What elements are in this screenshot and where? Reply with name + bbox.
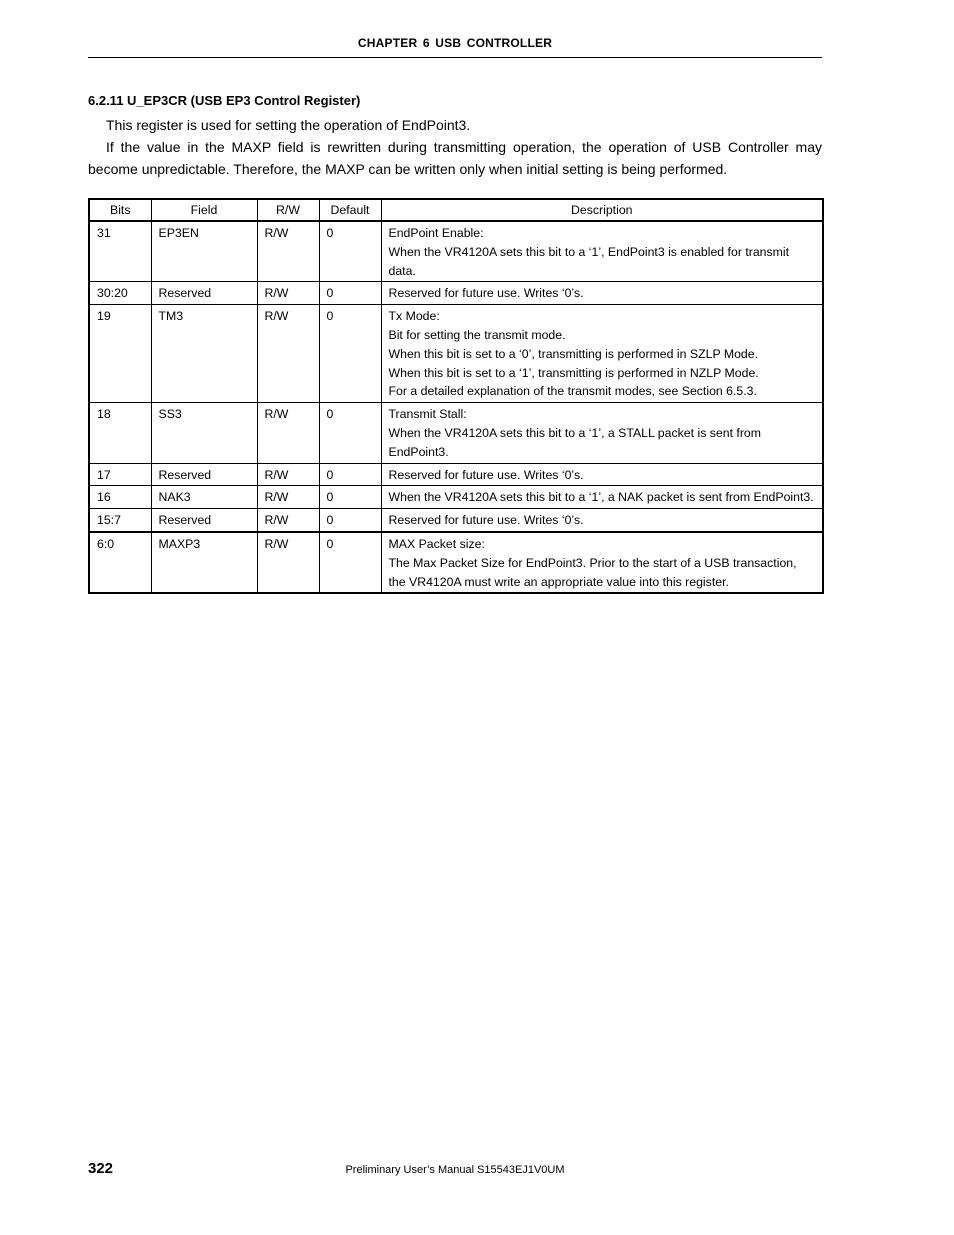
cell-bits: 15:7 <box>89 509 151 532</box>
page-number: 322 <box>88 1160 114 1177</box>
header-description: Description <box>381 199 823 221</box>
chapter-header: CHAPTER 6 USB CONTROLLER <box>357 36 553 50</box>
cell-description <box>381 221 823 282</box>
table-header-row <box>89 199 823 221</box>
cell-default: 0 <box>319 282 381 305</box>
cell-bits: 6:0 <box>89 532 151 593</box>
cell-default: 0 <box>319 221 381 282</box>
cell-description <box>381 282 823 305</box>
cell-default: 0 <box>319 403 381 463</box>
table-row <box>89 463 823 486</box>
description-line: When the VR4120A sets this bit to a ‘1’, a STALL packet is sent from EndPoint3. <box>388 425 762 459</box>
header-field: Field <box>151 199 257 221</box>
cell-description <box>381 486 823 509</box>
cell-rw: R/W <box>257 509 319 532</box>
table-row <box>89 532 823 593</box>
cell-field: Reserved <box>151 282 257 305</box>
description-line: Reserved for future use. Writes ‘0’s. <box>388 513 584 528</box>
table-row <box>89 282 823 305</box>
cell-bits: 16 <box>89 486 151 509</box>
cell-field: TM3 <box>151 305 257 403</box>
table-row <box>89 403 823 463</box>
cell-bits: 19 <box>89 305 151 403</box>
description-line: For a detailed explanation of the transmit modes, see Section 6.5.3. <box>388 384 757 399</box>
description-line: When this bit is set to a ‘0’, transmitting is performed in SZLP Mode. <box>388 346 759 361</box>
description-line: Tx Mode: <box>388 309 440 324</box>
table-row <box>89 486 823 509</box>
description-line: Bit for setting the transmit mode. <box>388 327 566 342</box>
description-line: When this bit is set to a ‘1’, transmitting is performed in NZLP Mode. <box>388 365 759 380</box>
header-default: Default <box>319 199 381 221</box>
cell-default: 0 <box>319 463 381 486</box>
description-line: When the VR4120A sets this bit to a ‘1’, a NAK packet is sent from EndPoint3. <box>388 490 814 505</box>
header-bits: Bits <box>89 199 151 221</box>
cell-field: Reserved <box>151 509 257 532</box>
cell-rw: R/W <box>257 486 319 509</box>
cell-description <box>381 463 823 486</box>
cell-description <box>381 532 823 593</box>
cell-rw: R/W <box>257 463 319 486</box>
section-heading: 6.2.11 U_EP3CR (USB EP3 Control Register) <box>88 93 361 108</box>
header-divider <box>88 57 822 58</box>
intro-paragraph: If the value in the MAXP field is rewritten during transmitting operation, the operation of USB Controller may become unpredictable. Therefore, the MAXP can be written only when initial setting is being performed. <box>88 139 822 177</box>
description-line: Reserved for future use. Writes ‘0’s. <box>388 467 584 482</box>
cell-rw: R/W <box>257 221 319 282</box>
cell-bits: 31 <box>89 221 151 282</box>
cell-description <box>381 403 823 463</box>
cell-field: Reserved <box>151 463 257 486</box>
cell-field: NAK3 <box>151 486 257 509</box>
description-line: MAX Packet size: <box>388 536 485 551</box>
description-line: Transmit Stall: <box>388 407 467 422</box>
header-rw: R/W <box>257 199 319 221</box>
description-line: EndPoint Enable: <box>388 226 484 240</box>
cell-rw: R/W <box>257 282 319 305</box>
cell-default: 0 <box>319 486 381 509</box>
description-line: The Max Packet Size for EndPoint3. Prior to the start of a USB transaction, the VR4120A must write an appropriate value into this register. <box>388 555 797 589</box>
description-line: Reserved for future use. Writes ‘0’s. <box>388 286 584 301</box>
cell-description <box>381 305 823 403</box>
intro-text <box>88 114 822 180</box>
cell-default: 0 <box>319 305 381 403</box>
cell-rw: R/W <box>257 403 319 463</box>
cell-field: EP3EN <box>151 221 257 282</box>
cell-default: 0 <box>319 509 381 532</box>
register-table <box>88 198 824 594</box>
table-row <box>89 305 823 403</box>
table-row <box>89 509 823 532</box>
cell-default: 0 <box>319 532 381 593</box>
manual-title: Preliminary User’s Manual S15543EJ1V0UM <box>345 1164 565 1176</box>
intro-paragraph: This register is used for setting the operation of EndPoint3. <box>106 117 471 133</box>
cell-description <box>381 509 823 532</box>
cell-bits: 30:20 <box>89 282 151 305</box>
table-row <box>89 221 823 282</box>
cell-field: SS3 <box>151 403 257 463</box>
description-line: When the VR4120A sets this bit to a ‘1’, EndPoint3 is enabled for transmit data. <box>388 244 790 278</box>
cell-field: MAXP3 <box>151 532 257 593</box>
cell-bits: 17 <box>89 463 151 486</box>
cell-bits: 18 <box>89 403 151 463</box>
cell-rw: R/W <box>257 532 319 593</box>
cell-rw: R/W <box>257 305 319 403</box>
